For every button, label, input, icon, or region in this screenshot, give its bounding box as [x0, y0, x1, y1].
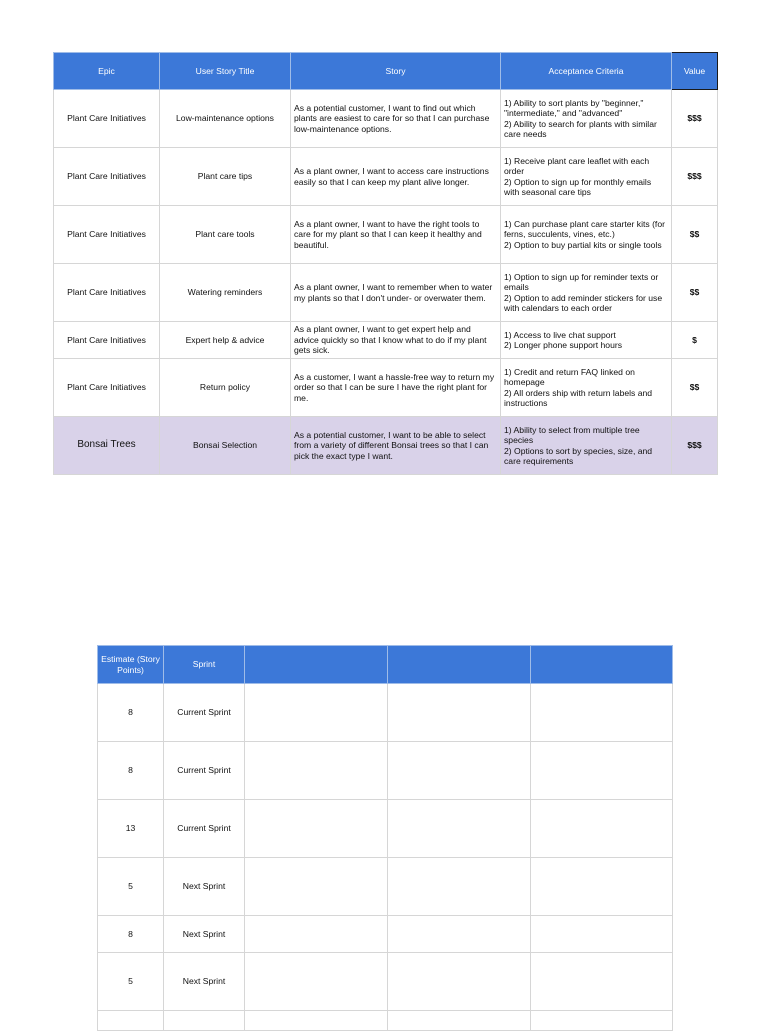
header-empty — [245, 646, 388, 684]
criteria-line: 1) Ability to select from multiple tree species — [504, 424, 640, 445]
title-cell: Bonsai Selection — [160, 417, 291, 475]
criteria-line: 2) Option to sign up for monthly emails with seasonal care tips — [504, 176, 652, 197]
story-cell: As a plant owner, I want to have the right tools to care for my plant so that I can keep it healthy and beautiful. — [291, 206, 501, 264]
value-cell: $$ — [672, 264, 718, 322]
criteria-cell — [501, 359, 672, 417]
estimate-cell — [98, 1011, 164, 1031]
empty-cell — [531, 916, 673, 953]
stories-header-row — [54, 53, 718, 90]
value-cell: $$$ — [672, 90, 718, 148]
title-cell: Plant care tips — [160, 148, 291, 206]
criteria-cell — [501, 417, 672, 475]
sprint-cell: Current Sprint — [164, 684, 245, 742]
empty-cell — [245, 742, 388, 800]
sprint-cell: Current Sprint — [164, 800, 245, 858]
epic-cell: Plant Care Initiatives — [54, 264, 160, 322]
title-cell: Plant care tools — [160, 206, 291, 264]
story-row-bonsai — [54, 417, 718, 475]
value-cell: $$$ — [672, 417, 718, 475]
title-cell: Expert help & advice — [160, 322, 291, 359]
estimate-cell: 8 — [98, 684, 164, 742]
value-cell: $$ — [672, 359, 718, 417]
criteria-line: 2) Ability to search for plants with similar care needs — [504, 118, 657, 139]
estimate-row — [98, 742, 673, 800]
header-empty — [531, 646, 673, 684]
epic-cell: Plant Care Initiatives — [54, 359, 160, 417]
estimate-row — [98, 800, 673, 858]
criteria-line: 2) Options to sort by species, size, and care requirements — [504, 445, 653, 466]
criteria-line: 1) Option to sign up for reminder texts or emails — [504, 271, 659, 292]
user-stories-table — [53, 52, 718, 475]
criteria-line: 1) Can purchase plant care starter kits (for ferns, succulents, vines, etc.) — [504, 218, 665, 240]
story-row — [54, 206, 718, 264]
empty-cell — [388, 916, 531, 953]
estimates-header-row — [98, 646, 673, 684]
empty-cell — [531, 742, 673, 800]
header-story: Story — [291, 53, 501, 90]
estimate-row — [98, 916, 673, 953]
estimate-cell: 5 — [98, 858, 164, 916]
title-cell: Low-maintenance options — [160, 90, 291, 148]
story-row — [54, 359, 718, 417]
value-cell: $ — [672, 322, 718, 359]
estimate-row — [98, 684, 673, 742]
sprint-cell: Next Sprint — [164, 916, 245, 953]
criteria-line: 1) Credit and return FAQ linked on homepage — [504, 366, 635, 387]
criteria-line: 1) Access to live chat support — [504, 329, 616, 340]
story-row — [54, 322, 718, 359]
empty-cell — [531, 800, 673, 858]
title-cell: Return policy — [160, 359, 291, 417]
estimate-cell: 8 — [98, 742, 164, 800]
empty-cell — [245, 1011, 388, 1031]
story-cell: As a plant owner, I want to get expert help and advice quickly so that I know what to do if my plant gets sick. — [291, 322, 501, 359]
value-cell: $$$ — [672, 148, 718, 206]
story-row — [54, 264, 718, 322]
header-estimate: Estimate (Story Points) — [98, 646, 164, 684]
empty-cell — [531, 1011, 673, 1031]
epic-cell: Plant Care Initiatives — [54, 206, 160, 264]
criteria-cell — [501, 322, 672, 359]
empty-cell — [388, 800, 531, 858]
empty-cell — [531, 953, 673, 1011]
sprint-cell: Next Sprint — [164, 858, 245, 916]
criteria-cell — [501, 206, 672, 264]
criteria-line: 1) Ability to sort plants by "beginner," "intermediate," and "advanced" — [504, 97, 644, 118]
title-cell: Watering reminders — [160, 264, 291, 322]
empty-cell — [531, 858, 673, 916]
estimate-row — [98, 858, 673, 916]
epic-cell: Plant Care Initiatives — [54, 322, 160, 359]
story-cell: As a plant owner, I want to access care instructions easily so that I can keep my plant alive longer. — [291, 148, 501, 206]
criteria-line: 2) Option to add reminder stickers for use with calendars to each order — [504, 292, 663, 313]
empty-cell — [531, 684, 673, 742]
sprint-cell: Next Sprint — [164, 953, 245, 1011]
empty-cell — [388, 953, 531, 1011]
story-cell: As a potential customer, I want to be able to select from a variety of different Bonsai trees so that I can pick the exact type I want. — [291, 417, 501, 475]
estimates-table — [97, 645, 673, 1031]
epic-cell: Plant Care Initiatives — [54, 148, 160, 206]
empty-cell — [245, 684, 388, 742]
story-cell: As a potential customer, I want to find out which plants are easiest to care for so that I can purchase low-maintenance options. — [291, 90, 501, 148]
value-cell: $$ — [672, 206, 718, 264]
story-row — [54, 148, 718, 206]
sprint-cell — [164, 1011, 245, 1031]
criteria-cell — [501, 90, 672, 148]
estimate-row — [98, 953, 673, 1011]
criteria-line: 2) All orders ship with return labels and instructions — [504, 387, 653, 408]
header-empty — [388, 646, 531, 684]
empty-cell — [388, 742, 531, 800]
sprint-cell: Current Sprint — [164, 742, 245, 800]
criteria-line: 1) Receive plant care leaflet with each order — [504, 155, 650, 176]
empty-cell — [245, 953, 388, 1011]
estimate-cell: 5 — [98, 953, 164, 1011]
header-value[interactable]: Value — [672, 53, 718, 90]
estimate-row — [98, 1011, 673, 1031]
empty-cell — [245, 916, 388, 953]
story-cell: As a plant owner, I want to remember when to water my plants so that I don't under- or overwater them. — [291, 264, 501, 322]
epic-cell: Bonsai Trees — [54, 417, 160, 475]
epic-cell: Plant Care Initiatives — [54, 90, 160, 148]
empty-cell — [388, 858, 531, 916]
story-row — [54, 90, 718, 148]
header-sprint: Sprint — [164, 646, 245, 684]
empty-cell — [388, 1011, 531, 1031]
estimate-cell: 13 — [98, 800, 164, 858]
header-user-story-title: User Story Title — [160, 53, 291, 90]
criteria-line: 2) Longer phone support hours — [504, 340, 623, 350]
estimate-cell: 8 — [98, 916, 164, 953]
story-cell: As a customer, I want a hassle-free way to return my order so that I can be sure I have the right plant for me. — [291, 359, 501, 417]
empty-cell — [388, 684, 531, 742]
criteria-cell — [501, 264, 672, 322]
criteria-cell — [501, 148, 672, 206]
header-acceptance-criteria: Acceptance Criteria — [501, 53, 672, 90]
header-epic: Epic — [54, 53, 160, 90]
empty-cell — [245, 800, 388, 858]
empty-cell — [245, 858, 388, 916]
criteria-line: 2) Option to buy partial kits or single tools — [504, 239, 662, 250]
